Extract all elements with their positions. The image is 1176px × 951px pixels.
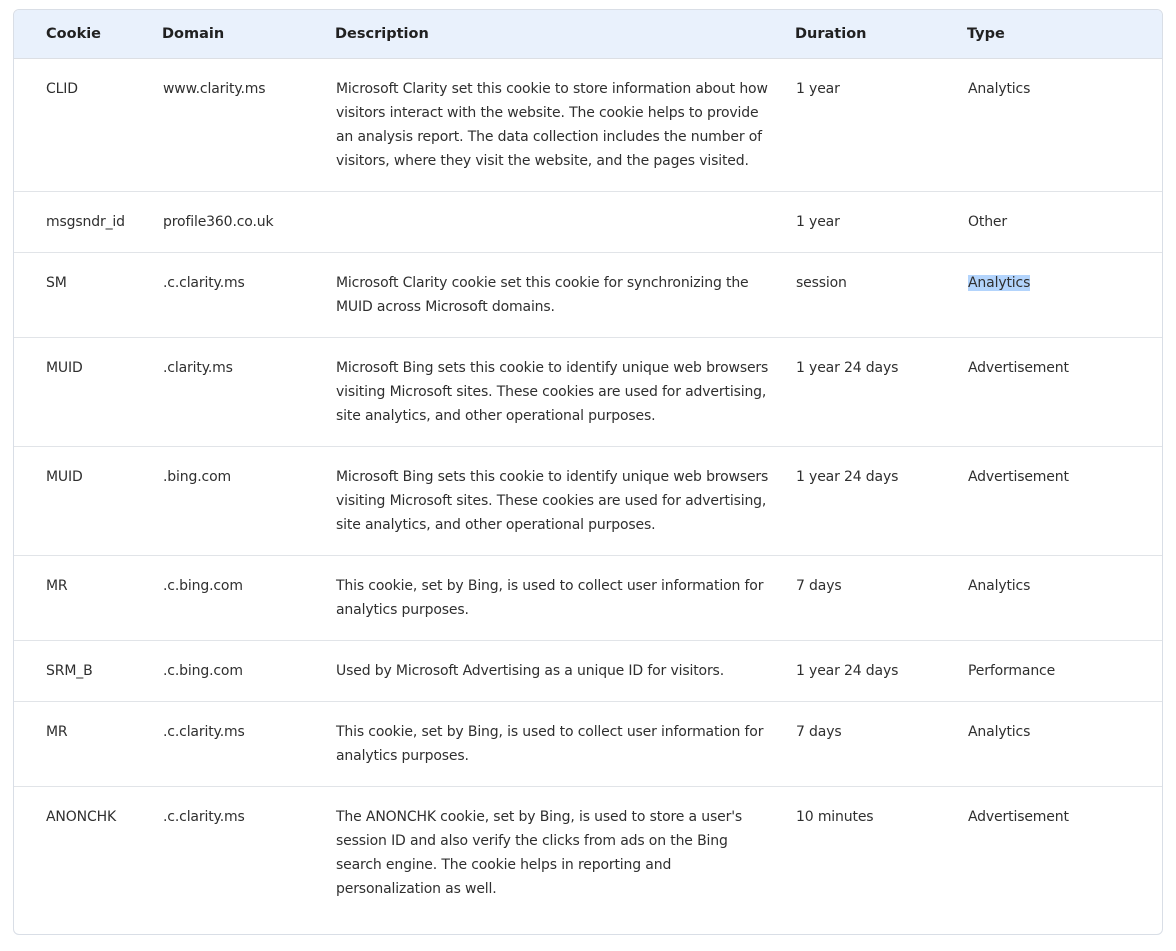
cell-type: Analytics bbox=[967, 555, 1162, 640]
cell-description: Microsoft Bing sets this cookie to identify unique web browsers visiting Microsoft sites. These cookies are used for advertising, site analytics, and other operational purposes. bbox=[335, 337, 795, 446]
cell-cookie: CLID bbox=[14, 58, 162, 191]
table-row bbox=[14, 786, 1162, 935]
cell-description: Microsoft Clarity cookie set this cookie for synchronizing the MUID across Microsoft domains. bbox=[335, 252, 795, 337]
cell-duration: 1 year 24 days bbox=[795, 337, 967, 446]
cell-duration: 1 year bbox=[795, 58, 967, 191]
table-row bbox=[14, 58, 1162, 191]
cell-cookie: MUID bbox=[14, 337, 162, 446]
header-row bbox=[14, 10, 1162, 58]
cell-type: Advertisement bbox=[967, 337, 1162, 446]
cell-type: Analytics bbox=[967, 701, 1162, 786]
table-row bbox=[14, 555, 1162, 640]
cell-cookie: SM bbox=[14, 252, 162, 337]
column-header-description: Description bbox=[335, 10, 795, 58]
cell-duration: 1 year 24 days bbox=[795, 446, 967, 555]
cell-domain: .c.clarity.ms bbox=[162, 701, 335, 786]
cell-cookie: ANONCHK bbox=[46, 808, 116, 825]
cell-domain: .c.clarity.ms bbox=[162, 252, 335, 337]
cell-duration: 7 days bbox=[795, 701, 967, 786]
cell-description: This cookie, set by Bing, is used to collect user information for analytics purposes. bbox=[335, 555, 795, 640]
cell-domain: www.clarity.ms bbox=[162, 58, 335, 191]
cell-type: Analytics bbox=[967, 58, 1162, 191]
cell-domain: .c.bing.com bbox=[162, 555, 335, 640]
cell-domain: profile360.co.uk bbox=[162, 191, 335, 252]
table-row bbox=[14, 446, 1162, 555]
cell-description: Microsoft Bing sets this cookie to identify unique web browsers visiting Microsoft sites. These cookies are used for advertising, site analytics, and other operational purposes. bbox=[335, 446, 795, 555]
cell-domain: .clarity.ms bbox=[162, 337, 335, 446]
table-row bbox=[14, 191, 1162, 252]
table-header bbox=[14, 10, 1162, 58]
cell-type: Other bbox=[967, 191, 1162, 252]
column-header-domain: Domain bbox=[162, 10, 335, 58]
cell-cookie: MUID bbox=[14, 446, 162, 555]
table-row bbox=[14, 701, 1162, 786]
table-row bbox=[14, 337, 1162, 446]
table-row bbox=[14, 640, 1162, 701]
cell-type: Advertisement bbox=[967, 446, 1162, 555]
cell-description bbox=[335, 191, 795, 252]
cell-type bbox=[967, 252, 1162, 337]
cookie-table bbox=[14, 10, 1162, 935]
cell-domain: .bing.com bbox=[162, 446, 335, 555]
cell-cookie: MR bbox=[14, 701, 162, 786]
cell-type: Performance bbox=[967, 640, 1162, 701]
cell-type: Advertisement bbox=[968, 808, 1069, 825]
cell-duration: 7 days bbox=[795, 555, 967, 640]
cell-cookie: SRM_B bbox=[14, 640, 162, 701]
column-header-cookie: Cookie bbox=[14, 10, 162, 58]
cell-domain: .c.bing.com bbox=[162, 640, 335, 701]
cell-description: This cookie, set by Bing, is used to collect user information for analytics purposes. bbox=[335, 701, 795, 786]
cell-duration: session bbox=[795, 252, 967, 337]
table-row bbox=[14, 252, 1162, 337]
cookie-table-container bbox=[13, 9, 1163, 935]
cell-description: The ANONCHK cookie, set by Bing, is used to store a user's session ID and also verify the clicks from ads on the Bing search engine. The cookie helps in reporting and personalization as well. bbox=[336, 808, 743, 897]
column-header-type: Type bbox=[967, 10, 1162, 58]
cell-description: Used by Microsoft Advertising as a unique ID for visitors. bbox=[335, 640, 795, 701]
cell-cookie: MR bbox=[14, 555, 162, 640]
selected-text-highlight[interactable]: Analytics bbox=[968, 274, 1031, 291]
cell-duration: 10 minutes bbox=[796, 808, 874, 825]
cell-description: Microsoft Clarity set this cookie to store information about how visitors interact with the website. The cookie helps to provide an analysis report. The data collection includes the number of visitors, where they visit the website, and the pages visited. bbox=[335, 58, 795, 191]
cell-cookie: msgsndr_id bbox=[14, 191, 162, 252]
cell-domain: .c.clarity.ms bbox=[163, 808, 245, 825]
table-body bbox=[14, 58, 1162, 935]
cell-duration: 1 year bbox=[795, 191, 967, 252]
column-header-duration: Duration bbox=[795, 10, 967, 58]
cell-duration: 1 year 24 days bbox=[795, 640, 967, 701]
